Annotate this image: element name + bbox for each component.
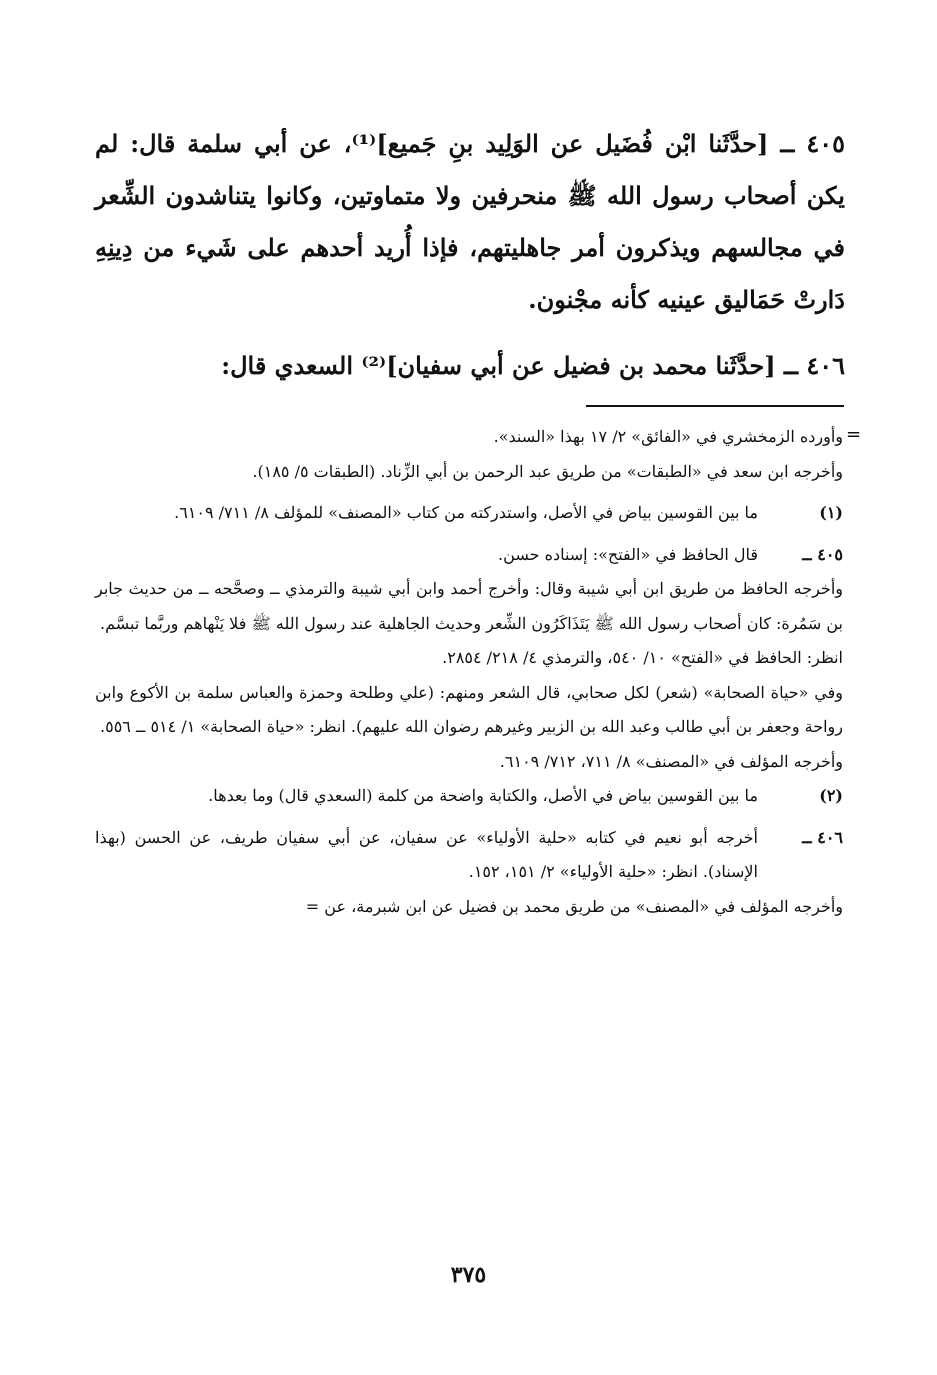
- main-paragraph-406: ٤٠٦ ــ [حدَّثَنا محمد بن فضيل عن أبي سفيان]⁽²⁾ السعدي قال:: [221, 351, 845, 380]
- continuation-mark: =: [846, 424, 862, 445]
- footnote-line: وأخرجه الحافظ من طريق ابن أبي شيبة وقال: وأخرج أحمد وابن أبي شيبة والترمذي ــ وصحَّحه ــ من حديث جابر بن سَمُرة: كان أصحاب رسول الله ﷺ يَتَذَاكَرُون الشِّعر وحديث الجاهلية عند رسول الله ﷺ فلا يَنْهاهم وربَّما تبسَّم.: [95, 579, 843, 633]
- footnote-line: وفي «حياة الصحابة» (شعر) لكل صحابي، قال الشعر ومنهم: (علي وطلحة وحمزة والعباس سلمة بن الأكوع وابن رواحة وجعفر بن أبي طالب وعبد الله بن الزبير وغيرهم رضوان الله عليهم). انظر: «حياة الصحابة» ١/ ٥١٤ ــ ٥٥٦.: [95, 682, 843, 736]
- footnote-text: ما بين القوسين بياض في الأصل، واستدركته من كتاب «المصنف» للمؤلف ٨/ ٧١١/ ٦١٠٩.: [174, 503, 758, 522]
- footnote-continuation-line: وأورده الزمخشري في «الفائق» ٢/ ١٧ بهذا «السند».: [493, 427, 843, 446]
- footnote-text: قال الحافظ في «الفتح»: إسناده حسن.: [498, 544, 758, 564]
- footnote-line: وأخرجه المؤلف في «المصنف» ٨/ ٧١١، ٧١٢/ ٦١٠٩.: [499, 751, 843, 771]
- page-number: ٣٧٥: [450, 1262, 487, 1288]
- footnote-number: (١): [819, 503, 843, 522]
- footnote-1: [95, 496, 843, 531]
- footnote-continuation-line: وأخرجه ابن سعد في «الطبقات» من طريق عبد الرحمن بن أبي الزِّناد. (الطبقات ٥/ ١٨٥).: [252, 461, 843, 481]
- footnote-number: ٤٠٥ ــ: [802, 544, 843, 564]
- footnote-405: [95, 538, 843, 573]
- footnote-number: ٤٠٦ ــ: [802, 827, 843, 847]
- footnote-text: ما بين القوسين بياض في الأصل، والكتابة واضحة من كلمة (السعدي قال) وما بعدها.: [208, 786, 758, 805]
- footnote-separator: [586, 405, 844, 407]
- footnotes-block: [95, 420, 843, 924]
- footnote-2: [95, 779, 843, 814]
- footnote-line: وأخرجه المؤلف في «المصنف» من طريق محمد بن فضيل عن ابن شبرمة، عن =: [305, 896, 843, 916]
- main-text-block: [95, 118, 845, 392]
- footnote-number: (٢): [819, 786, 843, 805]
- footnote-line: انظر: الحافظ في «الفتح» ١٠/ ٥٤٠، والترمذي ٤/ ٢١٨/ ٢٨٥٤.: [442, 648, 843, 667]
- footnote-406: [95, 821, 843, 890]
- main-paragraph-405: ٤٠٥ ــ [حدَّثَنا ابْن فُضَيل عن الوَلِيد بنِ جَميع]⁽¹⁾، عن أبي سلمة قال: لم يكن أصحاب رسول الله ﷺ منحرفين ولا متماوتين، وكانوا يتناشدون الشِّعر في مجالسهم ويذكرون أمر جاهليتهم، فإذا أُريد أحدهم على شَيء من دِينِهِ دَارتْ حَمَاليق عينيه كأنه مجْنون.: [95, 129, 845, 314]
- footnote-text: أخرجه أبو نعيم في كتابه «حلية الأولياء» عن سفيان، عن أبي سفيان طريف، عن الحسن (بهذا الإسناد). انظر: «حلية الأولياء» ٢/ ١٥١، ١٥٢.: [95, 827, 758, 881]
